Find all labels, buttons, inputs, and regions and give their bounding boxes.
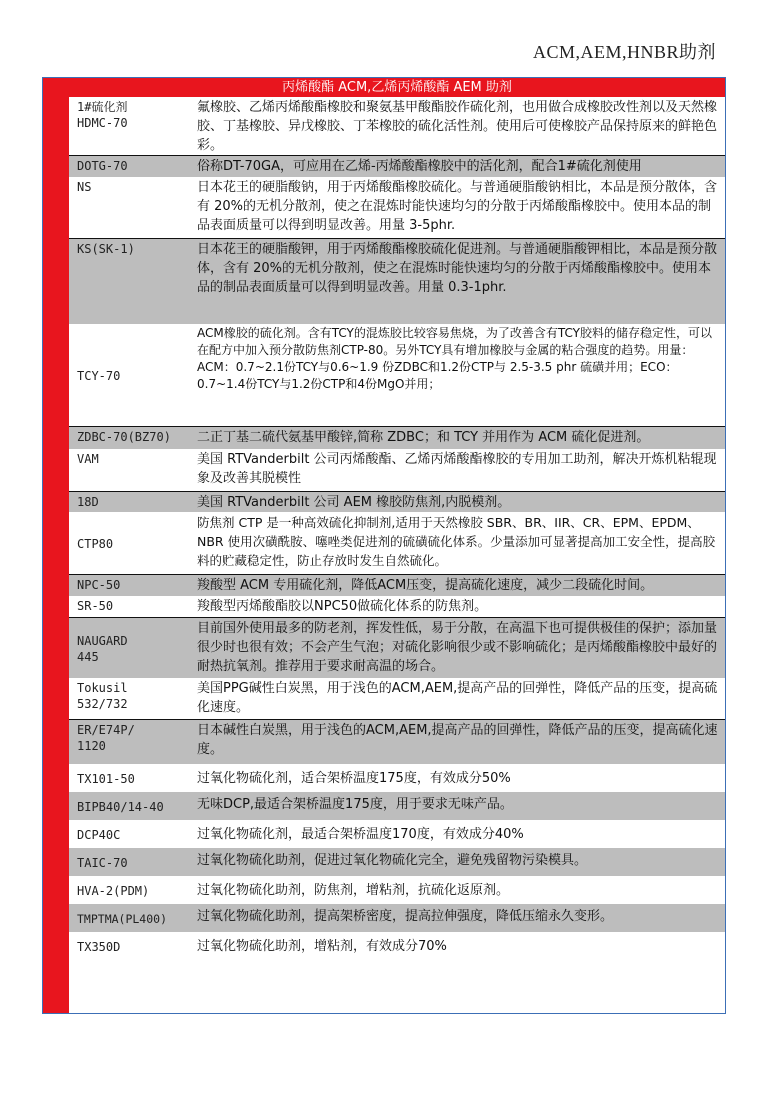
product-name: SR-50 (77, 599, 114, 613)
product-description: 美国 RTVanderbilt 公司丙烯酸酯、乙烯丙烯酸酯橡胶的专用加工助剂，解决开炼机粘辊现象及改善其脱模性 (197, 452, 717, 486)
product-name: TMPTMA(PL400) (77, 912, 168, 926)
product-description: 俗称DT-70GA，可应用在乙烯-丙烯酸酯橡胶中的活化剂，配合1#硫化剂使用 (197, 159, 642, 174)
table-row (69, 678, 725, 719)
product-description: 日本碱性白炭黑，用于浅色的ACM,AEM,提高产品的回弹性，降低产品的压变，提高硫化速度。 (197, 723, 718, 757)
product-description: 过氧化物硫化剂，适合架桥温度175度，有效成分50% (197, 771, 511, 786)
table-row (69, 97, 725, 155)
table-row (69, 792, 725, 820)
product-description: 过氧化物硫化助剂，促进过氧化物硫化完全，避免残留物污染模具。 (197, 853, 588, 868)
table-header: 丙烯酸酯 ACM,乙烯丙烯酸酯 AEM 助剂 (69, 78, 725, 97)
product-name: CTP80 (77, 537, 114, 551)
product-name: TX101-50 (77, 772, 135, 786)
table-row (69, 512, 725, 574)
product-name: BIPB40/14-40 (77, 800, 164, 814)
red-side-bar (43, 78, 69, 1013)
product-name: TCY-70 (77, 369, 121, 383)
additive-table (42, 77, 726, 1014)
product-name: TX350D (77, 940, 121, 954)
table-row (69, 764, 725, 792)
product-description: 过氧化物硫化助剂，防焦剂，增粘剂，抗硫化返原剂。 (197, 883, 510, 898)
product-name: DCP40C (77, 828, 121, 842)
table-row (69, 324, 725, 426)
page-title: ACM,AEM,HNBR助剂 (532, 42, 716, 62)
table-row (69, 932, 725, 960)
product-description: 美国 RTVanderbilt 公司 AEM 橡胶防焦剂,内脱模剂。 (197, 495, 511, 510)
product-description: 氟橡胶、乙烯丙烯酸酯橡胶和聚氨基甲酸酯胶作硫化剂，也用做合成橡胶改性剂以及天然橡胶、丁基橡胶、异戊橡胶、丁苯橡胶的硫化活性剂。使用后可使橡胶产品保持原来的鲜艳色彩。 (197, 100, 718, 153)
product-description: 过氧化物硫化助剂，提高架桥密度，提高拉伸强度，降低压缩永久变形。 (197, 909, 614, 924)
product-name: KS(SK-1) (77, 242, 135, 256)
table-row (69, 876, 725, 904)
table-row (69, 617, 725, 678)
product-description: 过氧化物硫化剂，最适合架桥温度170度，有效成分40% (197, 827, 524, 842)
product-name: NS (77, 180, 92, 194)
product-description: 羧酸型 ACM 专用硫化剂，降低ACM压变，提高硫化速度，减少二段硫化时间。 (197, 578, 654, 593)
product-name: VAM (77, 452, 99, 466)
product-name: TAIC-70 (77, 856, 128, 870)
product-description: 日本花王的硬脂酸钾，用于丙烯酸酯橡胶硫化促进剂。与普通硬脂酸钾相比，本品是预分散体，含有 20%的无机分散剂，使之在混炼时能快速均匀的分散于丙烯酸酯橡胶中。使用本品的制品表面质量可以得到明显改善。用量 0.3-1phr. (197, 242, 718, 295)
product-description: 二正丁基二硫代氨基甲酸锌,简称 ZDBC；和 TCY 并用作为 ACM 硫化促进剂。 (197, 430, 650, 445)
product-description: 防焦剂 CTP 是一种高效硫化抑制剂,适用于天然橡胶 SBR、BR、IIR、CR、EPM、EPDM、NBR 使用次磺酰胺、噻唑类促进剂的硫磺硫化体系。少量添加可显著提高加工安全性，提高胶料的贮藏稳定性，防止存放时发生自然硫化。 (197, 515, 716, 568)
product-description: 过氧化物硫化助剂，增粘剂，有效成分70% (197, 939, 447, 954)
table-row (69, 574, 725, 596)
product-description: 目前国外使用最多的防老剂，挥发性低，易于分散，在高温下也可提供极佳的保护；添加量很少时也很有效；不会产生气泡；对硫化影响很少或不影响硫化；是丙烯酸酯橡胶中最好的耐热抗氧剂。推荐用于要求耐高温的场合。 (197, 621, 718, 674)
product-description: 日本花王的硬脂酸钠，用于丙烯酸酯橡胶硫化。与普通硬脂酸钠相比，本品是预分散体，含有 20%的无机分散剂，使之在混炼时能快速均匀的分散于丙烯酸酯橡胶中。使用本品的制品表面质量可以得到明显改善。用量 3-5phr. (197, 180, 718, 233)
product-name: ZDBC-70(BZ70) (77, 430, 171, 444)
table-row (69, 177, 725, 238)
product-name: HVA-2(PDM) (77, 884, 150, 898)
table-row (69, 719, 725, 764)
product-description: 美国PPG碱性白炭黑，用于浅色的ACM,AEM,提高产品的回弹性，降低产品的压变，提高硫化速度。 (197, 681, 718, 715)
product-name: ER/E74P/ 1120 (77, 723, 135, 753)
table-row (69, 155, 725, 177)
table-row (69, 820, 725, 848)
table-row (69, 238, 725, 324)
product-name: NAUGARD 445 (77, 634, 128, 664)
product-description: 羧酸型丙烯酸酯胶以NPC50做硫化体系的防焦剂。 (197, 599, 488, 614)
table-row (69, 449, 725, 491)
product-name: Tokusil 532/732 (77, 681, 128, 711)
table-row (69, 904, 725, 932)
product-name: DOTG-70 (77, 159, 128, 173)
product-name: 18D (77, 495, 99, 509)
table-row (69, 491, 725, 512)
table-row (69, 848, 725, 876)
table-row (69, 596, 725, 617)
product-description: 无味DCP,最适合架桥温度175度，用于要求无味产品。 (197, 797, 513, 812)
product-name: 1#硫化剂 HDMC-70 (77, 100, 128, 130)
product-name: NPC-50 (77, 578, 121, 592)
product-description: ACM橡胶的硫化剂。含有TCY的混炼胶比较容易焦烧，为了改善含有TCY胶料的储存稳定性，可以在配方中加入预分散防焦剂CTP-80。另外TCY具有增加橡胶与金属的粘合强度的趋势。用量：ACM：0.7~2.1份TCY与0.6~1.9 份ZDBC和1.2份CTP与 2.5-3.5 phr 硫磺并用；ECO：0.7~1.4份TCY与1.2份CTP和4份MgO并用； (197, 326, 712, 391)
table-row (69, 426, 725, 449)
